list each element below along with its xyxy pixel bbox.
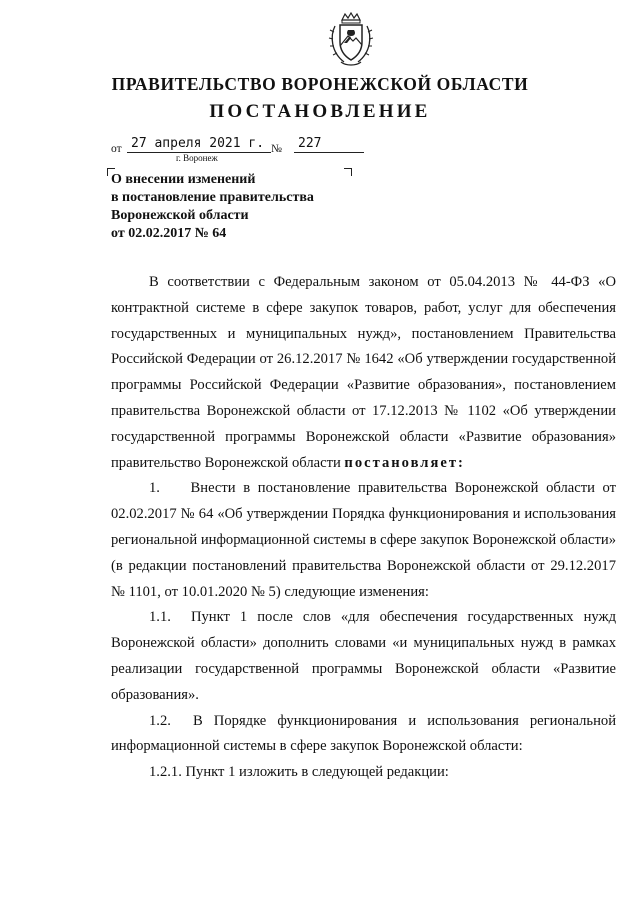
number-prefix: № bbox=[271, 143, 282, 155]
document-subject bbox=[111, 171, 371, 243]
subject-line: О внесении изменений bbox=[111, 172, 256, 187]
document-body bbox=[111, 270, 616, 786]
item-number: 1. bbox=[149, 480, 160, 497]
document-type: ПОСТАНОВЛЕНИЕ bbox=[209, 101, 431, 122]
item-text: Внести в постановление правительства Воронежской области от 02.02.2017 № 64 «Об утверждении Порядка функционирования и использования региональной информационной системы в сфере закупок Воронежской области» (в редакции постановлений правительства Воронежской области от 29.12.2017 № 1101, от 10.01.2020 № 5) следующие изменения: bbox=[111, 480, 617, 600]
item-text: В Порядке функционирования и использования региональной информационной системы в сфере закупок Воронежской области: bbox=[111, 712, 617, 755]
item-paragraph bbox=[111, 605, 616, 708]
document-number: 227 bbox=[298, 136, 322, 151]
subject-line: в постановление правительства bbox=[111, 190, 314, 205]
item-paragraph bbox=[111, 709, 616, 761]
number-underline bbox=[294, 152, 364, 153]
document-date: 27 апреля 2021 г. bbox=[131, 136, 265, 151]
organization-title: ПРАВИТЕЛЬСТВО ВОРОНЕЖСКОЙ ОБЛАСТИ bbox=[111, 74, 529, 94]
document-meta bbox=[111, 134, 411, 156]
item-paragraph bbox=[111, 476, 616, 605]
item-number: 1.1. bbox=[149, 609, 171, 626]
date-prefix: от bbox=[111, 143, 122, 155]
subject-line: Воронежской области bbox=[111, 208, 249, 223]
voronezh-coat-of-arms-icon bbox=[326, 12, 376, 68]
preamble-text: В соответствии с Федеральным законом от 05.04.2013 № 44-ФЗ «О контрактной системе в сфере закупок товаров, работ, услуг для обеспечения государственных и муниципальных нужд», постановлением Правительства Российской Федерации от 26.12.2017 № 1642 «Об утверждении государственной программы Российской Федерации «Развитие образования», постановлением правительства Воронежской области от 17.12.2013 № 1102 «Об утверждении государственной программы Воронежской области «Развитие образования» правительство Воронежской области bbox=[111, 274, 616, 471]
decree-word: постановляет: bbox=[344, 454, 465, 471]
subject-line: от 02.02.2017 № 64 bbox=[111, 226, 227, 241]
item-number: 1.2.1. bbox=[149, 764, 182, 781]
document-city: г. Воронеж bbox=[176, 153, 218, 163]
preamble-paragraph bbox=[111, 270, 616, 476]
item-text: Пункт 1 изложить в следующей редакции: bbox=[185, 764, 449, 781]
item-number: 1.2. bbox=[149, 712, 171, 729]
item-text: Пункт 1 после слов «для обеспечения государственных нужд Воронежской области» дополнить словами «и муниципальных нужд в рамках реализации государственной программы Воронежской области «Развитие образования». bbox=[111, 609, 617, 703]
item-paragraph bbox=[111, 760, 616, 786]
